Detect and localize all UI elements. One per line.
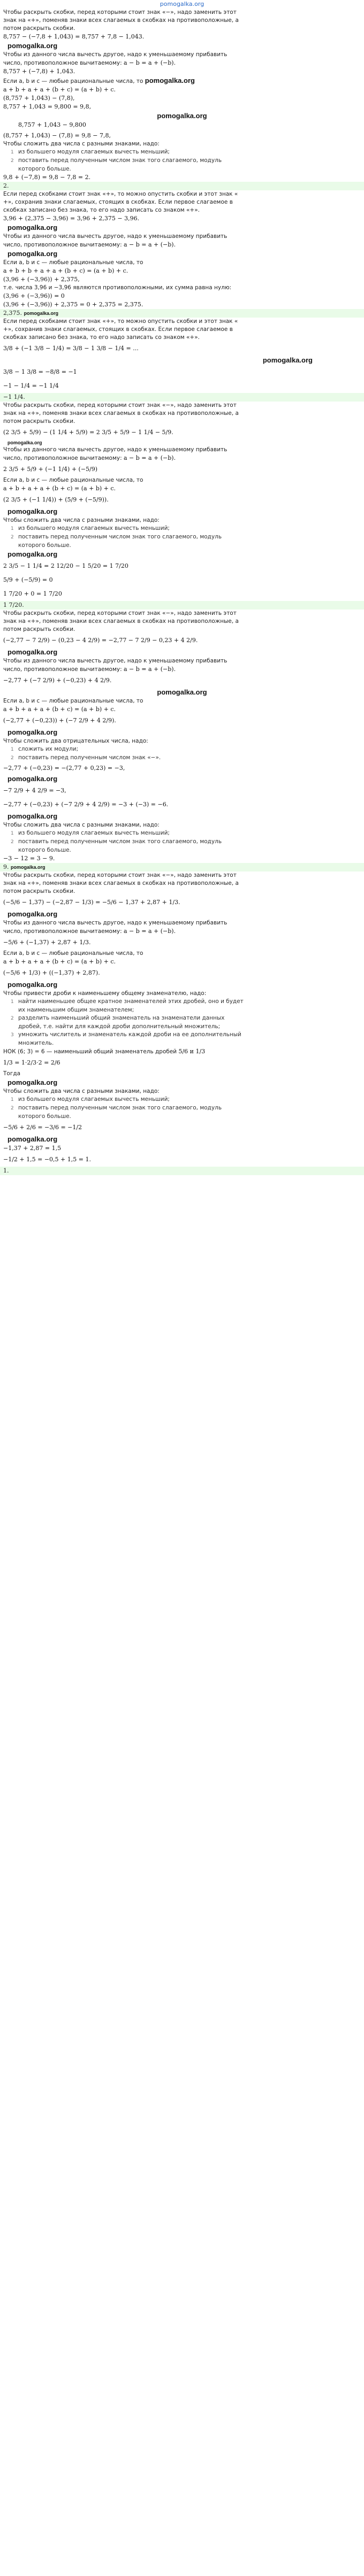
rule-text: число, противоположное вычитаемому: (3, 666, 122, 673)
math-inline: a − b = a + (−b). (123, 928, 176, 935)
watermark: pomogalka.org (7, 648, 58, 656)
rule-text: Чтобы из данного числа вычесть другое, надо к уменьшаемому прибавить (3, 233, 228, 240)
watermark: pomogalka.org (157, 112, 207, 120)
rule-text: потом раскрыть скобки. (3, 626, 75, 633)
rule-text: число, противоположное вычитаемому: (3, 242, 122, 248)
rule-text: Чтобы сложить два числа с разными знаками, надо: (3, 822, 160, 828)
math-line: a + b + a + a + (b + c) = (a + b) + c. (3, 958, 116, 965)
solution-content (0, 9, 364, 1175)
rule-text: Чтобы раскрыть скобки, перед которыми стоит знак «−», надо заменить этот (3, 9, 237, 16)
watermark: pomogalka.org (262, 356, 313, 364)
answer-block: 9. pomogalka.org (0, 863, 364, 871)
rule-text: число, противоположное вычитаемому: (3, 60, 122, 66)
rule-text: Чтобы сложить два отрицательных числа, надо: (3, 738, 148, 744)
rule-text: знак на «+», поменяв знаки всех слагаемых в скобках на противоположные, а (3, 618, 239, 624)
watermark: pomogalka.org (7, 42, 58, 50)
math-line: 3/8 + (−1 3/8 − 1/4) = 3/8 − 1 3/8 − 1/4 = ... (3, 345, 139, 352)
watermark: pomogalka.org (7, 981, 58, 989)
math-line: (3,96 + (−3,96)) = 0 (3, 292, 65, 299)
answer-block: 1 7/20. (0, 601, 364, 610)
math-line: −7 2/9 + 4 2/9 = −3, (3, 787, 66, 794)
rule-text: Чтобы сложить два числа с разными знаками, надо: (3, 517, 160, 523)
math-line: (8,757 + 1,043) − (7,8), (3, 95, 75, 102)
math-line: (3,96 + (−3,96)) + 2,375, (3, 276, 80, 283)
math-line: a + b + a + a + (b + c) = (a + b) + c. (3, 485, 116, 492)
rule-text: Если a, b и c — любые рациональные числа, то (3, 259, 143, 266)
answer-block: −1 1/4. (0, 393, 364, 402)
watermark: pomogalka.org (157, 688, 207, 696)
rule-text: НОК (6; 3) = 6 — наименьший общий знаменатель дробей (3, 1048, 177, 1055)
math-line: −1 − 1/4 = −1 1/4 (3, 382, 59, 389)
rule-text: Чтобы из данного числа вычесть другое, надо к уменьшаемому прибавить (3, 920, 228, 926)
rule-text: потом раскрыть скобки. (3, 25, 75, 32)
watermark: pomogalka.org (7, 550, 58, 558)
rule-text: Чтобы раскрыть скобки, перед которыми стоит знак «−», надо заменить этот (3, 872, 237, 878)
math-inline: 5/6 и 1/3 (178, 1048, 206, 1055)
math-line: 9,8 + (−7,8) = 9,8 − 7,8 = 2. (3, 174, 91, 181)
watermark: pomogalka.org (7, 1135, 58, 1143)
site-header[interactable]: pomogalka.org (160, 1, 204, 7)
math-line: 8,757 − (−7,8 + 1,043) = 8,757 + 7,8 − 1,043. (3, 33, 145, 40)
rule-text: Если a, b и c — любые рациональные числа, то (3, 950, 143, 957)
math-line: 5/9 + (−5/9) = 0 (3, 576, 53, 583)
list-item: 1 из большего модуля слагаемых вычесть меньший; (11, 525, 170, 531)
math-line: (−5/6 + 1/3) + ((−1,37) + 2,87). (3, 969, 100, 976)
list-item: 2 поставить перед полученным числом знак того слагаемого, модуль (11, 1105, 222, 1111)
math-line: (−2,77 − 7 2/9) − (0,23 − 4 2/9) = −2,77 − 7 2/9 − 0,23 + 4 2/9. (3, 637, 198, 644)
rule-text: +», сохранив знаки слагаемых, стоящих в скобках. Если первое слагаемое в (3, 199, 233, 205)
list-item: 2 поставить перед полученным числом знак того слагаемого, модуль (11, 157, 222, 164)
rule-text: Чтобы раскрыть скобки, перед которыми стоит знак «−», надо заменить этот (3, 610, 237, 616)
list-item: которого больше. (18, 1113, 71, 1120)
rule-text: знак на «+», поменяв знаки всех слагаемых в скобках на противоположные, а (3, 880, 239, 886)
math-line: (2 3/5 + 5/9) − (1 1/4 + 5/9) = 2 3/5 + 5/9 − 1 1/4 − 5/9. (3, 429, 173, 436)
list-item: множитель. (18, 1040, 54, 1046)
watermark: pomogalka.org (7, 250, 58, 258)
math-line: 3/8 − 1 3/8 = −8/8 = −1 (3, 368, 77, 375)
answer-block: 2,375. pomogalka.org (0, 309, 364, 318)
list-item: 2 поставить перед полученным числом знак того слагаемого, модуль (11, 838, 222, 845)
list-item: которого больше. (18, 166, 71, 172)
watermark: pomogalka.org (7, 440, 42, 445)
math-line: −5/6 + 2/6 = −3/6 = −1/2 (3, 1124, 82, 1131)
math-line: a + b + a + a + (b + c) = (a + b) + c. (3, 706, 116, 713)
watermark: pomogalka.org (7, 910, 58, 918)
rule-text: Чтобы из данного числа вычесть другое, надо к уменьшаемому прибавить (3, 51, 228, 58)
list-item: которого больше. (18, 542, 71, 549)
math-line: 2 3/5 − 1 1/4 = 2 12/20 − 1 5/20 = 1 7/20 (3, 562, 128, 569)
rule-text: число, противоположное вычитаемому: (3, 455, 122, 461)
math-line: (3,96 + (−3,96)) + 2,375 = 0 + 2,375 = 2,375. (3, 301, 143, 308)
math-line: a + b + a + a + (b + c) = (a + b) + c. (3, 86, 116, 93)
math-line: 1 7/20 + 0 = 1 7/20 (3, 590, 62, 597)
list-item: 3 умножить числитель и знаменатель каждой дроби на ее дополнительный (11, 1031, 241, 1038)
rule-text: Чтобы из данного числа вычесть другое, надо к уменьшаемому прибавить (3, 446, 228, 453)
watermark: pomogalka.org (7, 1078, 58, 1086)
math-line: −1,37 + 2,87 = 1,5 (3, 1145, 62, 1152)
rule-text: т.е. числа 3,96 и −3,96 являются противоположными, их сумма равна нулю: (3, 284, 232, 291)
math-inline: a − b = a + (−b). (123, 454, 176, 461)
list-item: 1 сложить их модули; (11, 746, 79, 752)
math-line: (2 3/5 + (−1 1/4)) + (5/9 + (−5/9)). (3, 496, 109, 503)
watermark: pomogalka.org (145, 76, 195, 84)
rule-text: знак на «+», поменяв знаки всех слагаемых в скобках на противоположные, а (3, 410, 239, 417)
math-line: −2,77 + (−0,23) + (−7 2/9 + 4 2/9) = −3 + (−3) = −6. (3, 801, 169, 808)
math-line: 1/3 = 1·2/3·2 = 2/6 (3, 1059, 60, 1066)
watermark: pomogalka.org (7, 223, 58, 232)
math-line: 8,757 + (−7,8) + 1,043. (3, 68, 75, 75)
list-item: 2 поставить перед полученным числом знак «−». (11, 754, 161, 761)
watermark: pomogalka.org (7, 775, 58, 783)
answer-block: 1. (0, 1167, 364, 1175)
list-item: 1 из большего модуля слагаемых вычесть меньший; (11, 830, 170, 836)
rule-text: скобках записано без знака, то его надо записать со знаком «+». (3, 207, 200, 213)
rule-text: Если a, b и c — любые рациональные числа, то (3, 78, 143, 84)
math-inline: a − b = a + (−b). (123, 241, 176, 248)
watermark: pomogalka.org (7, 812, 58, 820)
watermark: pomogalka.org (7, 507, 58, 515)
list-item: 2 разделить наименьший общий знаменатель на знаменатели данных (11, 1015, 225, 1021)
list-item: 1 найти наименьшее общее кратное знаменателей этих дробей, оно и будет (11, 998, 244, 1005)
column-addition: 8,757 + 1,043 − 9,800 (18, 121, 86, 128)
rule-text: знак на «+», поменяв знаки всех слагаемых в скобках на противоположные, а (3, 17, 239, 24)
list-item: которого больше. (18, 847, 71, 853)
math-line: (−2,77 + (−0,23)) + (−7 2/9 + 4 2/9). (3, 717, 116, 724)
rule-text: Если перед скобками стоит знак «+», то можно опустить скобки и этот знак « (3, 191, 238, 197)
rule-text: Если a, b и c — любые рациональные числа, то (3, 477, 143, 483)
math-line: 3,96 + (2,375 − 3,96) = 3,96 + 2,375 − 3,96. (3, 215, 140, 222)
rule-text: Тогда (3, 1070, 21, 1077)
list-item: 2 поставить перед полученным числом знак того слагаемого, модуль (11, 534, 222, 540)
list-item: их наименьшим общим знаменателем; (18, 1007, 134, 1013)
math-line: −5/6 + (−1,37) + 2,87 + 1/3. (3, 939, 91, 946)
watermark: pomogalka.org (7, 728, 58, 736)
list-item: 1 из большего модуля слагаемых вычесть меньший; (11, 1096, 170, 1102)
math-line: 8,757 + 1,043 = 9,800 = 9,8, (3, 103, 92, 110)
rule-text: скобках записано без знака, то его надо записать со знаком «+». (3, 334, 200, 341)
rule-text: Чтобы сложить два числа с разными знаками, надо: (3, 1088, 160, 1094)
math-line: −3 − 12 = 3 − 9. (3, 855, 55, 862)
rule-text: +», сохранив знаки слагаемых, стоящих в скобках. Если первое слагаемое в (3, 326, 233, 333)
math-line: (8,757 + 1,043) − (7,8) = 9,8 − 7,8, (3, 132, 111, 139)
math-line: 2 3/5 + 5/9 + (−1 1/4) + (−5/9) (3, 466, 98, 473)
rule-text: Чтобы сложить два числа с разными знаками, надо: (3, 141, 160, 147)
math-line: −2,77 + (−0,23) = −(2,77 + 0,23) = −3, (3, 765, 125, 772)
rule-text: потом раскрыть скобки. (3, 418, 75, 425)
math-inline: a − b = a + (−b). (123, 666, 176, 673)
rule-text: Чтобы привести дроби к наименьшему общему знаменателю, надо: (3, 990, 207, 997)
math-line: −2,77 + (−7 2/9) + (−0,23) + 4 2/9. (3, 677, 112, 684)
list-item: 1 из большего модуля слагаемых вычесть меньший; (11, 149, 170, 155)
math-line: (−5/6 − 1,37) − (−2,87 − 1/3) = −5/6 − 1,37 + 2,87 + 1/3. (3, 899, 180, 906)
list-item: дробей, т.е. найти для каждой дроби дополнительный множитель; (18, 1023, 221, 1030)
answer-block: 2. (0, 182, 364, 190)
rule-text: число, противоположное вычитаемому: (3, 928, 122, 935)
rule-text: Если перед скобками стоит знак «+», то можно опустить скобки и этот знак « (3, 318, 238, 325)
rule-text: потом раскрыть скобки. (3, 888, 75, 894)
math-line: a + b + b + a + a + (b + c) = (a + b) + c. (3, 267, 128, 274)
rule-text: Чтобы из данного числа вычесть другое, надо к уменьшаемому прибавить (3, 658, 228, 664)
math-inline: a − b = a + (−b). (123, 59, 176, 66)
rule-text: Если a, b и c — любые рациональные числа, то (3, 698, 143, 704)
rule-text: Чтобы раскрыть скобки, перед которыми стоит знак «−», надо заменить этот (3, 402, 237, 408)
math-line: −1/2 + 1,5 = −0,5 + 1,5 = 1. (3, 1156, 91, 1163)
